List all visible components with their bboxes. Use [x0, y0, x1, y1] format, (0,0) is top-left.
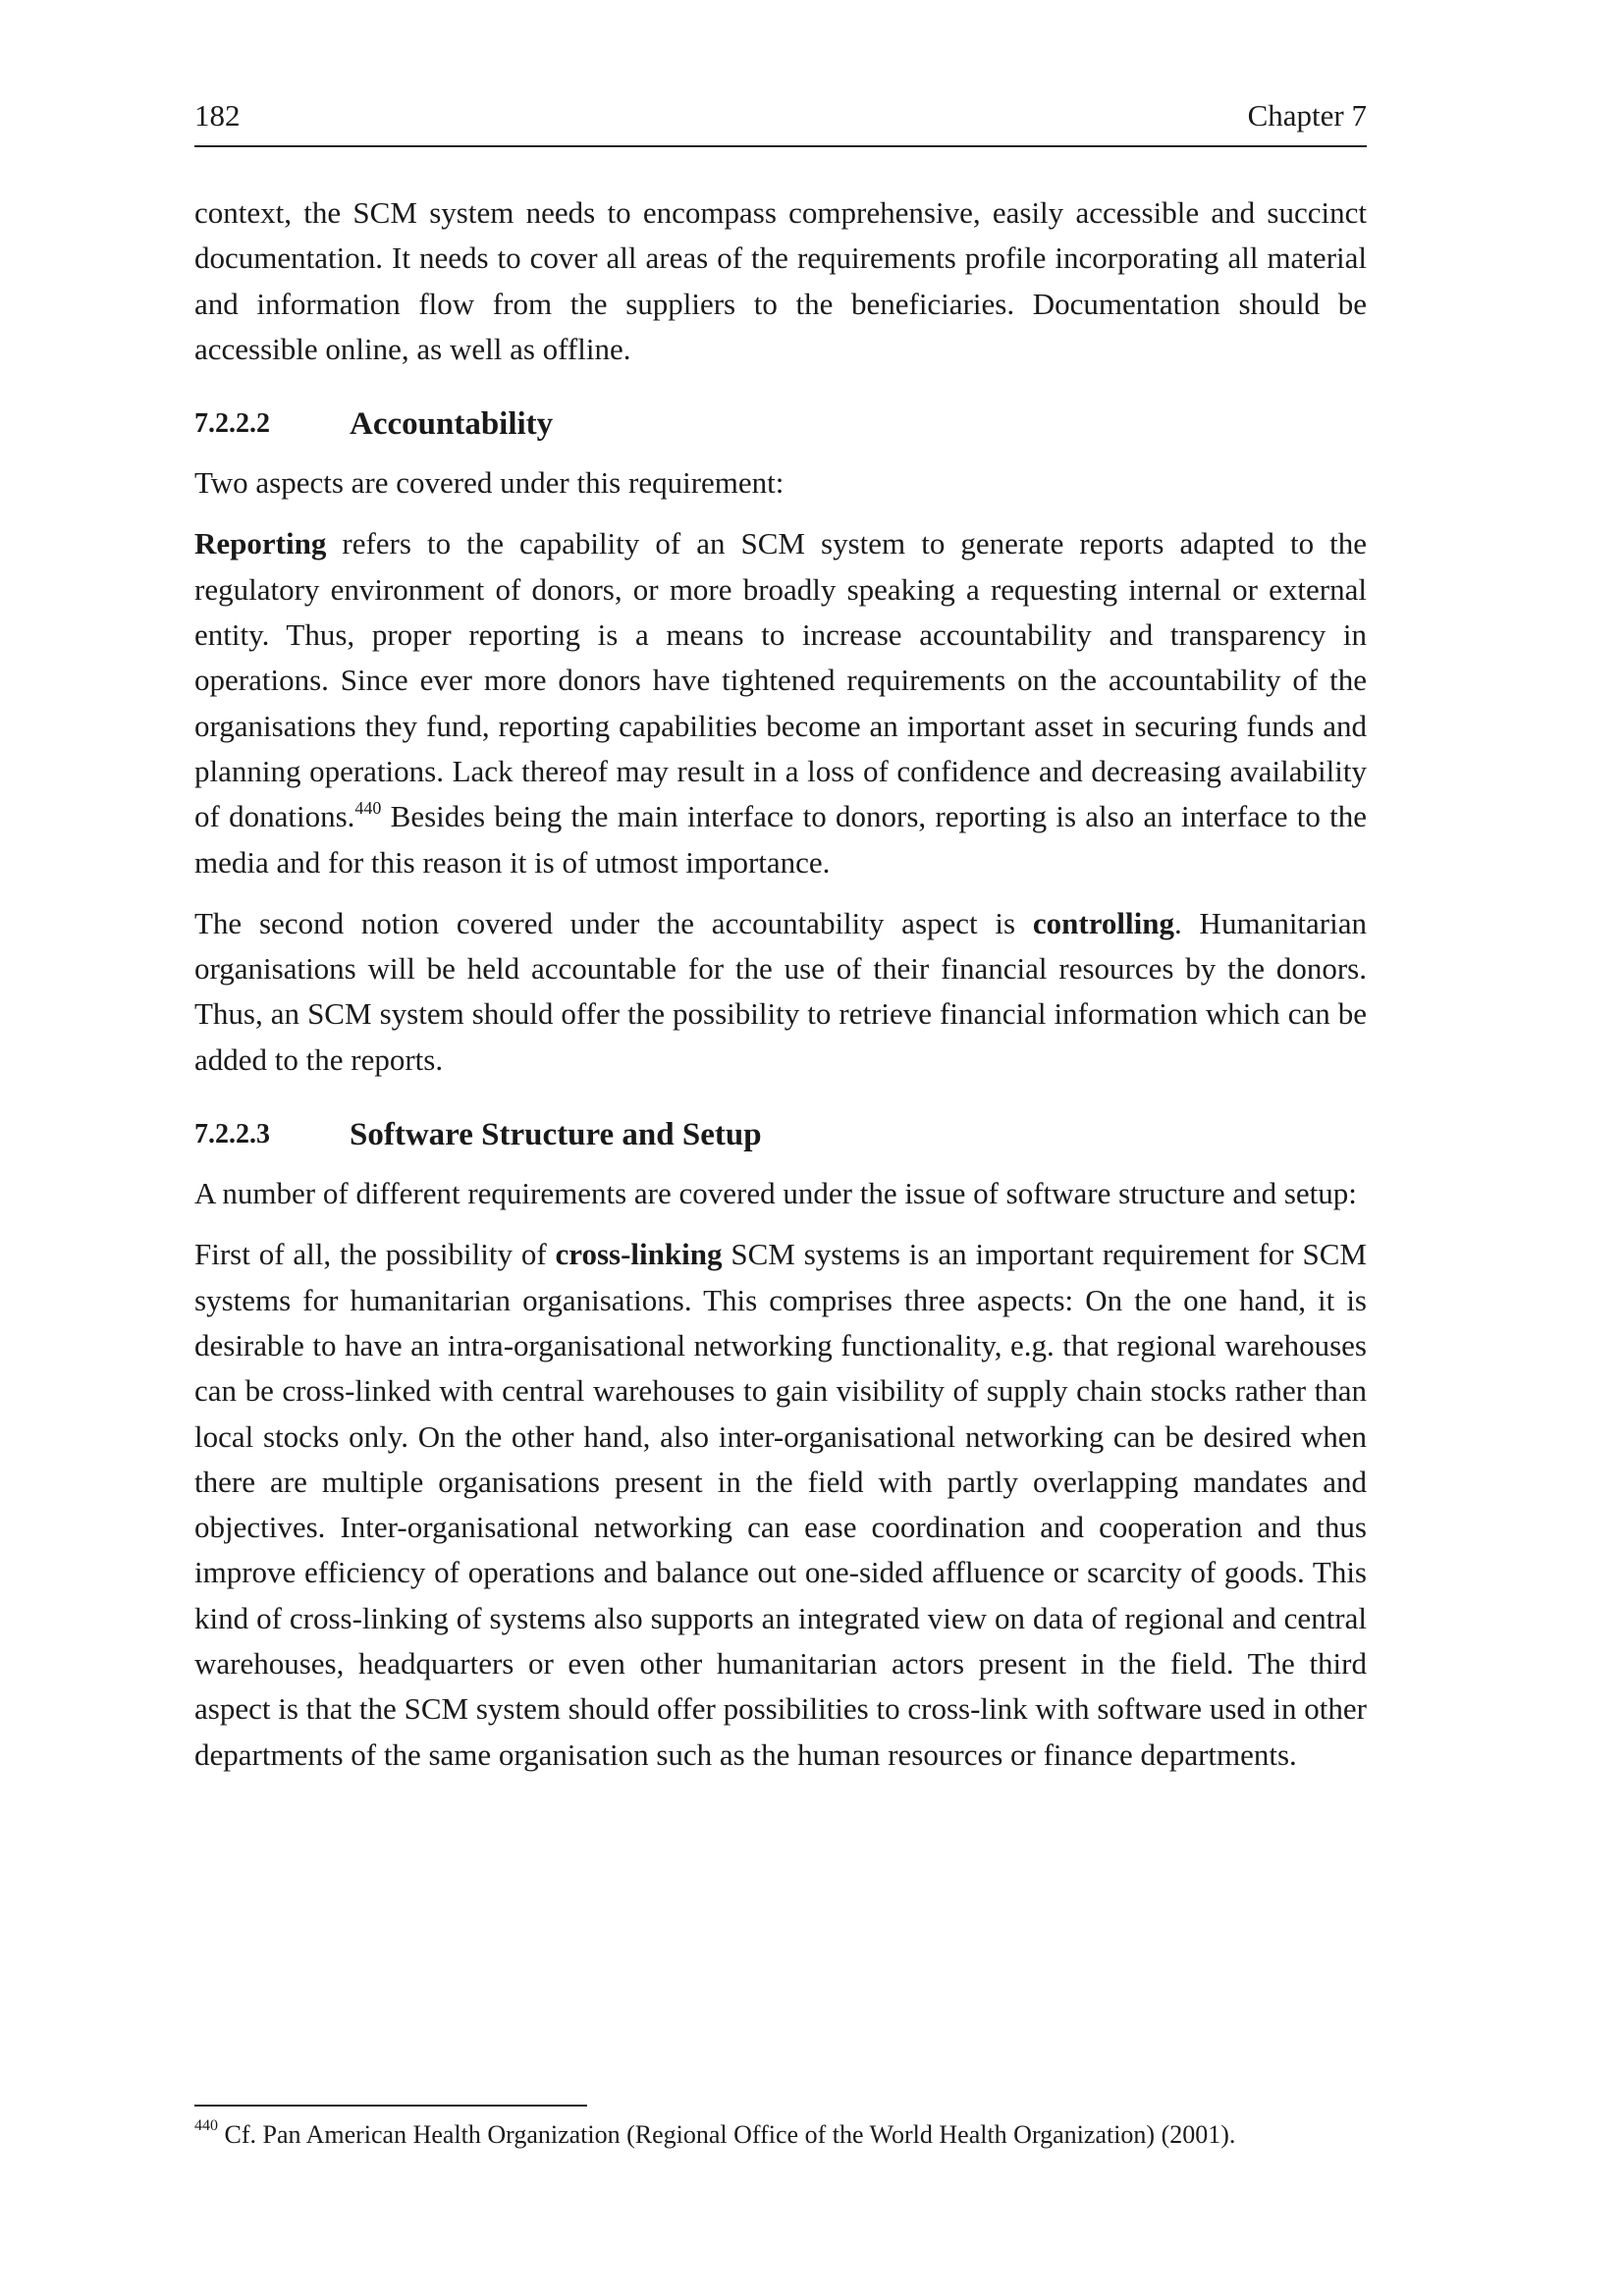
- term-cross-linking: cross-linking: [555, 1237, 723, 1272]
- crosslink-text-a: First of all, the possibility of: [194, 1237, 556, 1272]
- section-title: Accountability: [350, 406, 554, 443]
- section-heading-accountability: [194, 401, 1367, 447]
- footnote-divider: [194, 2105, 587, 2107]
- paragraph-context: context, the SCM system needs to encompass comprehensive, easily accessible and succinct documentation. It needs to cover all areas of the requirements profile incorporating all material and information flow from the suppliers to the beneficiaries. Documentation should be accessible online, as well as offline.: [194, 195, 1367, 366]
- paragraph-controlling: [194, 901, 1367, 1083]
- page-body: [194, 190, 1367, 1793]
- page-number: 182: [194, 98, 241, 133]
- reporting-text-b: Besides being the main interface to donors, reporting is also an interface to the media and for this reason it is of utmost importance.: [194, 799, 1367, 880]
- section-heading-software: [194, 1112, 1367, 1157]
- section-title: Software Structure and Setup: [350, 1117, 762, 1153]
- term-reporting: Reporting: [194, 526, 327, 561]
- page-header: [194, 94, 1367, 147]
- paragraph-accountability-intro: Two aspects are covered under this requirement:: [194, 465, 785, 501]
- footnote-ref: 440: [354, 797, 382, 818]
- footnote-number: 440: [194, 2117, 218, 2135]
- reporting-text-a: refers to the capability of an SCM system to generate reports adapted to the regulatory environment of donors, or more broadly speaking a requesting internal or external entity. Thus, proper reporting is a means to increase accountability and transparency in operations. Since ever more donors have tightened requirements on the accountability of the organisations they fund, reporting capabilities become an important asset in securing funds and planning operations. Lack thereof may result in a loss of confidence and decreasing availability of donations.: [194, 526, 1367, 834]
- footnote-text: Cf. Pan American Health Organization (Regional Office of the World Health Organization) (2001).: [218, 2120, 1236, 2149]
- controlling-text-a: The second notion covered under the accountability aspect is: [194, 905, 1033, 940]
- term-controlling: controlling: [1032, 905, 1175, 940]
- crosslink-text-b: SCM systems is an important requirement for SCM systems for humanitarian organisations. This comprises three aspects: On the one hand, it is desirable to have an intra-organisational networking functionality, e.g. that regional warehouses can be cross-linked with central warehouses to gain visibility of supply chain stocks rather than local stocks only. On the other hand, also inter-organisational networking can be desired when there are multiple organisations present in the field with partly overlapping mandates and objectives. Inter-organisational networking can ease coordination and cooperation and thus improve efficiency of operations and balance out one-sided affluence or scarcity of goods. This kind of cross-linking of systems also supports an integrated view on data of regional and central warehouses, headquarters or even other humanitarian actors present in the field. The third aspect is that the SCM system should offer possibilities to cross-link with software used in other departments of the same organisation such as the human resources or finance departments.: [194, 1237, 1367, 1772]
- paragraph-cross-linking: [194, 1232, 1367, 1778]
- controlling-text-b: . Humanitarian organisations will be held accountable for the use of their financial resources by the donors. Thus, an SCM system should offer the possibility to retrieve financial information which can be added to the reports.: [194, 905, 1367, 1077]
- section-number: 7.2.2.3: [194, 1119, 270, 1150]
- paragraph-reporting: [194, 521, 1367, 884]
- footnote: [194, 2116, 1367, 2154]
- chapter-label: Chapter 7: [1247, 98, 1367, 133]
- paragraph-software-intro: A number of different requirements are covered under the issue of software structure and setup:: [194, 1176, 1357, 1211]
- section-number: 7.2.2.2: [194, 408, 270, 440]
